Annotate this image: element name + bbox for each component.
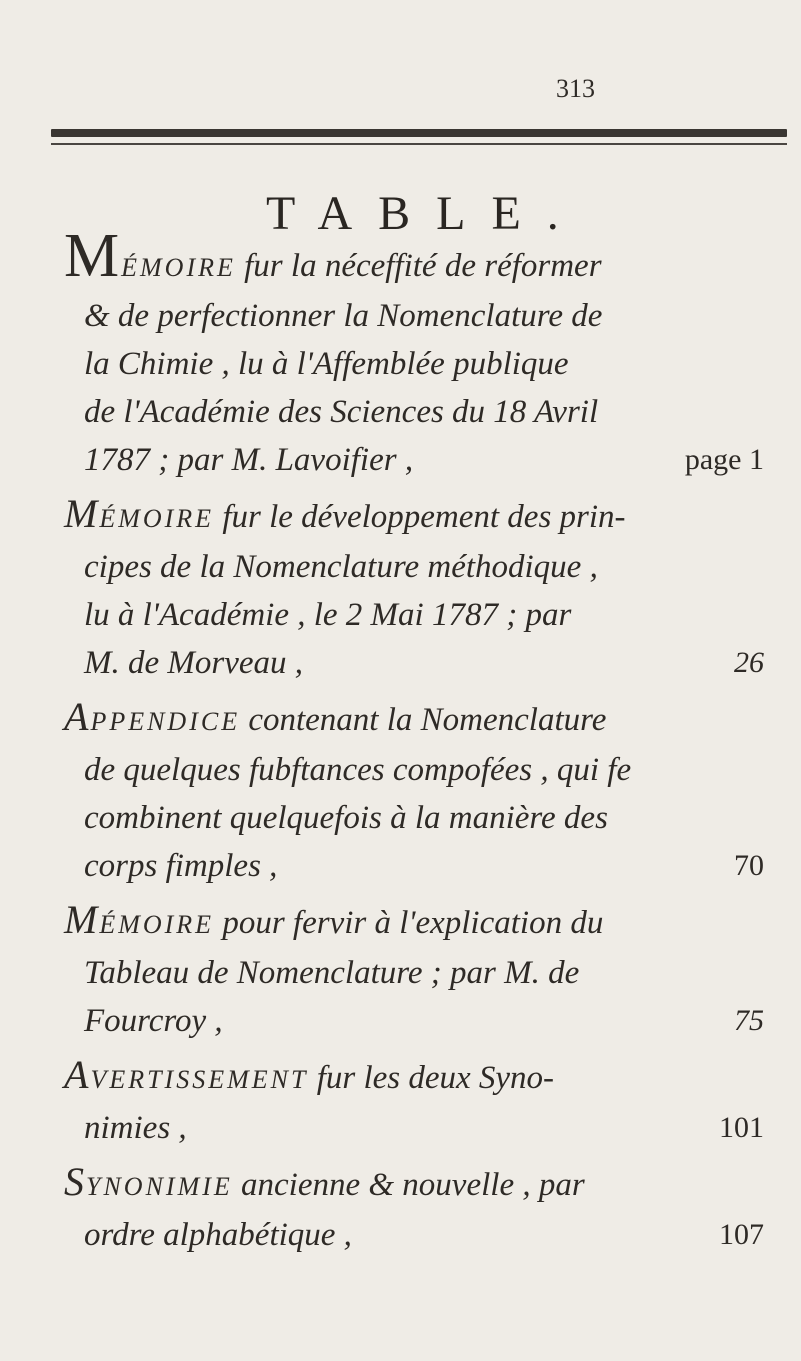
entry-text-line: la Chimie , lu à l'Affemblée publique bbox=[84, 346, 569, 382]
entry-lead: MÉMOIRE bbox=[64, 897, 215, 942]
entry-text-line: fur la néceffité de réformer bbox=[244, 248, 602, 284]
toc-entry-6 bbox=[64, 1158, 764, 1259]
header-rule-thick bbox=[51, 129, 787, 137]
entry-text-line: M. de Morveau , bbox=[84, 645, 304, 681]
toc-entry-5 bbox=[64, 1051, 764, 1152]
entry-text-line: combinent quelquefois à la manière des bbox=[84, 800, 608, 836]
entry-text-line: ancienne & nouvelle , par bbox=[241, 1167, 585, 1203]
entry-text-line: fur le développement des prin- bbox=[222, 499, 626, 535]
entry-lead: AVERTISSEMENT bbox=[64, 1052, 309, 1097]
entry-text-line: pour fervir à l'explication du bbox=[222, 905, 604, 941]
entry-lead: MÉMOIRE bbox=[64, 222, 236, 290]
entry-text-line: de quelques fubftances compofées , qui fe bbox=[84, 752, 632, 788]
page-number: 313 bbox=[556, 74, 595, 103]
toc-entry-4 bbox=[64, 896, 764, 1045]
entry-page-number: 101 bbox=[719, 1111, 764, 1144]
toc-entry-2 bbox=[64, 490, 764, 687]
entry-text-line: fur les deux Syno- bbox=[316, 1060, 555, 1096]
entry-lead: SYNONIMIE bbox=[64, 1159, 233, 1204]
entry-page-number: 70 bbox=[734, 849, 764, 882]
entry-text-line: ordre alphabétique , bbox=[84, 1217, 352, 1253]
entry-text-line: de l'Académie des Sciences du 18 Avril bbox=[84, 394, 599, 430]
entry-text-line: corps fimples , bbox=[84, 848, 278, 884]
toc-entry-1 bbox=[64, 222, 764, 484]
entry-page-number: 26 bbox=[734, 646, 764, 679]
entry-text-line: lu à l'Académie , le 2 Mai 1787 ; par bbox=[84, 597, 572, 633]
page-title: TABLE. bbox=[266, 187, 585, 240]
entry-text-line: Tableau de Nomenclature ; par M. de bbox=[84, 955, 580, 991]
entry-text-line: Fourcroy , bbox=[84, 1003, 223, 1039]
entry-text-line: & de perfectionner la Nomenclature de bbox=[84, 298, 603, 334]
entry-text-line: 1787 ; par M. Lavoifier , bbox=[84, 442, 414, 478]
entry-lead: APPENDICE bbox=[64, 694, 241, 739]
toc-entry-3 bbox=[64, 693, 764, 890]
entry-page-number: 107 bbox=[719, 1218, 764, 1251]
entry-page-number: 75 bbox=[734, 1004, 764, 1037]
entry-page-number: page 1 bbox=[684, 443, 764, 476]
header-rule-thin bbox=[51, 143, 787, 145]
table-of-contents bbox=[64, 222, 764, 1265]
entry-text-line: contenant la Nomenclature bbox=[248, 702, 607, 738]
entry-text-line: cipes de la Nomenclature méthodique , bbox=[84, 549, 598, 585]
entry-lead: MÉMOIRE bbox=[64, 491, 215, 536]
entry-text-line: nimies , bbox=[84, 1110, 187, 1146]
